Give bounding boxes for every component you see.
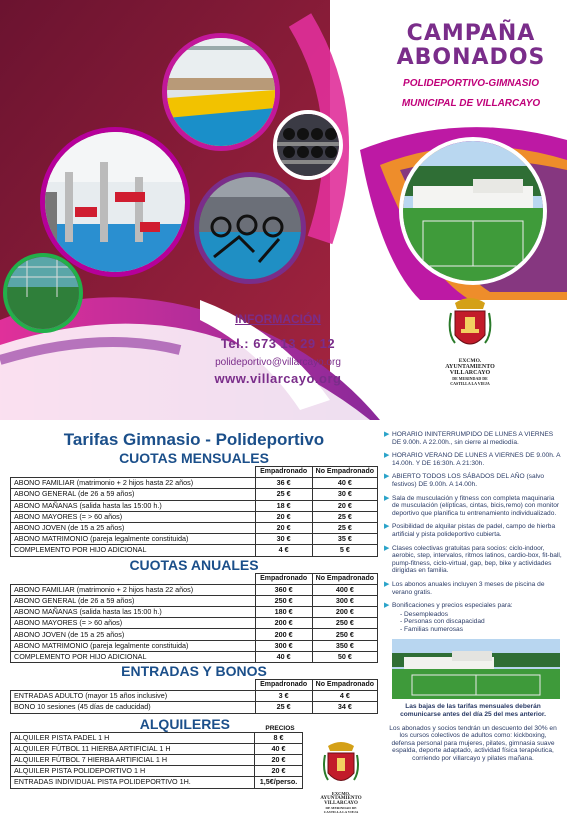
row-label: ABONO MAYORES (= > 60 años) — [11, 511, 256, 522]
arrow-icon: ▶ — [384, 494, 390, 502]
rental-price: 8 € — [255, 732, 303, 743]
feature-item: ▶ HORARIO VERANO DE LUNES A VIERNES DE 9.00h. A 14.00h. Y DE 16:30h. A 21:30h. — [384, 452, 561, 467]
arrow-icon: ▶ — [384, 473, 390, 481]
campaign-title-line2: ABONADOS — [396, 45, 546, 70]
col-no-empadronado: No Empadronado — [312, 573, 377, 584]
table-row — [11, 702, 378, 713]
feature-item: ▶ Bonificaciones y precios especiales para: — [384, 602, 513, 610]
city-crest-logo-bottom — [322, 738, 360, 790]
table-row — [11, 500, 378, 511]
sports-complex-photo — [399, 137, 547, 285]
price-empadronado: 40 € — [255, 651, 312, 662]
col-no-empadronado: No Empadronado — [312, 680, 377, 691]
price-no-empadronado: 400 € — [312, 584, 377, 595]
row-label: ABONO GENERAL (de 26 a 59 años) — [11, 595, 256, 606]
rentals-header — [10, 714, 378, 732]
crest-caption-line5: CASTILLA LA VIEJA — [450, 381, 490, 386]
price-empadronado: 25 € — [255, 489, 312, 500]
row-label: ABONO JOVEN (de 15 a 25 años) — [11, 629, 256, 640]
rentals-title: ALQUILERES — [139, 715, 230, 732]
price-empadronado: 20 € — [255, 511, 312, 522]
col-empadronado: Empadronado — [255, 467, 312, 478]
table-row — [11, 743, 303, 754]
table-row — [11, 651, 378, 662]
price-no-empadronado: 250 € — [312, 618, 377, 629]
price-empadronado: 25 € — [255, 702, 312, 713]
price-no-empadronado: 300 € — [312, 595, 377, 606]
row-label: ABONO MATRIMONIO (pareja legalmente constituida) — [11, 640, 256, 651]
row-label: COMPLEMENTO POR HIJO ADICIONAL — [11, 545, 256, 556]
cancellation-note: Las bajas de las tarifas mensuales deberán comunicarse antes del día 25 del mes anterior. — [400, 703, 546, 719]
weights-photo — [273, 110, 343, 180]
crest-caption-line4: DE MERINDAD DE — [325, 806, 357, 810]
row-label: ABONO MAÑANAS (salida hasta las 15:00 h.) — [11, 607, 256, 618]
feature-item: ▶ HORARIO ININTERRUMPIDO DE LUNES A VIERNES DE 9.00h. A 22.00h., sin cierre al mediodía. — [384, 431, 554, 446]
table-row — [11, 640, 378, 651]
rental-price: 40 € — [255, 743, 303, 754]
price-empadronado: 4 € — [255, 545, 312, 556]
row-label: ABONO GENERAL (de 26 a 59 años) — [11, 489, 256, 500]
gym-hall-photo — [162, 33, 280, 151]
row-label: ENTRADAS INDIVIDUAL PISTA POLIDEPORTIVO 1H. — [11, 777, 255, 788]
campaign-subtitle-line2: MUNICIPAL DE VILLARCAYO — [401, 98, 541, 109]
website-link[interactable]: www.villarcayo.org — [214, 371, 342, 386]
price-empadronado: 300 € — [255, 640, 312, 651]
entries-title: ENTRADAS Y BONOS — [121, 663, 267, 679]
rates-section — [10, 430, 378, 789]
row-label: ABONO FAMILIAR (matrimonio + 2 hijos hasta 22 años) — [11, 478, 256, 489]
table-row — [11, 595, 378, 606]
crest-caption-line2: AYUNTAMIENTO — [320, 796, 362, 801]
price-no-empadronado: 50 € — [312, 651, 377, 662]
spinning-photo — [194, 172, 306, 284]
table-row — [11, 511, 378, 522]
prices-label: PRECIOS — [265, 724, 295, 732]
row-label: ABONO MATRIMONIO (pareja legalmente constituida) — [11, 534, 256, 545]
table-row — [11, 732, 303, 743]
table-row — [11, 777, 303, 788]
crest-caption-top — [430, 358, 510, 386]
table-header-row — [11, 680, 378, 691]
features-column — [384, 431, 562, 763]
price-no-empadronado: 40 € — [312, 478, 377, 489]
price-empadronado: 180 € — [255, 607, 312, 618]
list-item: - Familias numerosas — [400, 625, 464, 633]
col-no-empadronado: No Empadronado — [312, 467, 377, 478]
feature-item: ▶ Clases colectivas gratuitas para socios: ciclo-indoor, aerobic, step, intervalos, ritmos latinos, cardio-box, fit-ball, pump-fitness, ciclo-virtual, gap, bep, bike y actividades dirigidas en familia. — [384, 544, 562, 575]
table-row — [11, 584, 378, 595]
price-no-empadronado: 350 € — [312, 640, 377, 651]
row-label: ALQUILER FÚTBOL 11 HIERBA ARTIFICIAL 1 H — [11, 743, 255, 754]
email-link[interactable]: polideportivo@villarcayo.org — [215, 357, 341, 368]
feature-item: ▶ ABIERTO TODOS LOS SÁBADOS DEL AÑO (salvo festivos) DE 9.00h. A 14.00h. — [384, 473, 545, 488]
list-item: - Personas con discapacidad — [400, 618, 485, 626]
row-label: ABONO FAMILIAR (matrimonio + 2 hijos hasta 22 años) — [11, 584, 256, 595]
rates-title: Tarifas Gimnasio - Polideportivo — [63, 430, 325, 449]
campaign-title-line1: CAMPAÑA — [406, 21, 536, 46]
table-header-row — [11, 467, 378, 478]
feature-item: ▶ Posibilidad de alquilar pistas de padel, campo de hierba artificial y pista polideportivo cubierta. — [384, 523, 556, 538]
crest-caption-line5: CASTILLA LA VIEJA — [323, 810, 359, 814]
table-row — [11, 629, 378, 640]
col-empadronado: Empadronado — [255, 680, 312, 691]
table-row — [11, 534, 378, 545]
annual-fees-title: CUOTAS ANUALES — [129, 556, 259, 573]
price-no-empadronado: 250 € — [312, 629, 377, 640]
crest-icon — [322, 738, 360, 790]
row-label: BONO 10 sesiones (45 días de caducidad) — [11, 702, 256, 713]
col-empadronado: Empadronado — [255, 573, 312, 584]
entries-table — [10, 679, 378, 714]
crest-icon — [447, 293, 493, 355]
info-heading: INFORMACIÓN — [235, 312, 321, 326]
discount-note: Los abonados y socios tendrán un descuento del 30% en los cursos colectivos de adultos como: kickboxing, defensa personal para mujeres, pilates, gimnasia suave espalda, deporte adaptado, actividad física terapéutica, corriendo por villarcayo y pilates mañana. — [389, 724, 557, 763]
rental-price: 1,5€/perso. — [255, 777, 303, 788]
discount-groups-list — [400, 611, 562, 634]
row-label: ABONO JOVEN (de 15 a 25 años) — [11, 522, 256, 533]
arrow-icon: ▶ — [384, 580, 390, 588]
arrow-icon: ▶ — [384, 431, 390, 438]
arrow-icon: ▶ — [384, 523, 390, 531]
row-label: ALQUILER PISTA POLIDEPORTIVO 1 H — [11, 766, 255, 777]
rental-price: 20 € — [255, 766, 303, 777]
arrow-icon: ▶ — [384, 602, 390, 610]
row-label: ALQUILER PISTA PADEL 1 H — [11, 732, 255, 743]
feature-item: ▶ Sala de musculación y fitness con completa maquinaria de musculación (elípticas, cintas, bicis,remo) con monitor deportivo que planifica tu entrenamiento individualizado. — [384, 494, 560, 517]
price-empadronado: 360 € — [255, 584, 312, 595]
crest-caption-line1: EXCMO. — [331, 791, 351, 796]
monthly-fees-title: CUOTAS MENSUALES — [119, 450, 269, 466]
crest-caption-line1: EXCMO. — [458, 358, 482, 364]
monthly-fees-table — [10, 466, 378, 557]
row-label: COMPLEMENTO POR HIJO ADICIONAL — [11, 651, 256, 662]
table-row — [11, 754, 303, 765]
price-empadronado: 20 € — [255, 522, 312, 533]
price-empadronado: 200 € — [255, 629, 312, 640]
machines-photo — [40, 127, 190, 277]
contact-info — [198, 312, 358, 386]
price-no-empadronado: 4 € — [312, 691, 377, 702]
arrow-icon: ▶ — [384, 544, 390, 552]
price-no-empadronado: 34 € — [312, 702, 377, 713]
price-empadronado: 18 € — [255, 500, 312, 511]
table-row — [11, 489, 378, 500]
table-header-row — [11, 573, 378, 584]
price-empadronado: 3 € — [255, 691, 312, 702]
rentals-table — [10, 732, 303, 789]
table-row — [11, 522, 378, 533]
table-row — [11, 607, 378, 618]
row-label: ABONO MAÑANAS (salida hasta las 15:00 h.) — [11, 500, 256, 511]
annual-fees-table — [10, 573, 378, 664]
row-label: ALQUILER FÚTBOL 7 HIERBA ARTIFICIAL 1 H — [11, 754, 255, 765]
price-no-empadronado: 5 € — [312, 545, 377, 556]
city-crest-logo — [447, 293, 493, 355]
price-no-empadronado: 200 € — [312, 607, 377, 618]
arrow-icon: ▶ — [384, 452, 390, 460]
table-row — [11, 545, 378, 556]
campaign-title-block — [378, 22, 564, 110]
crest-caption-line3: VILLARCAYO — [449, 370, 491, 376]
price-empadronado: 250 € — [255, 595, 312, 606]
phone-number[interactable]: Tel.: 673 13 29 12 — [220, 336, 336, 351]
price-no-empadronado: 35 € — [312, 534, 377, 545]
sports-field-photo — [392, 639, 560, 699]
price-empadronado: 30 € — [255, 534, 312, 545]
price-no-empadronado: 20 € — [312, 500, 377, 511]
campaign-subtitle-line1: POLIDEPORTIVO-GIMNASIO — [403, 78, 539, 89]
padel-court-photo — [3, 253, 83, 333]
crest-caption-line3: VILLARCAYO — [324, 801, 358, 806]
crest-caption-bottom — [306, 791, 376, 814]
price-empadronado: 200 € — [255, 618, 312, 629]
crest-caption-line4: DE MERINDAD DE — [452, 376, 488, 381]
table-row — [11, 691, 378, 702]
row-label: ABONO MAYORES (= > 60 años) — [11, 618, 256, 629]
list-item: - Desempleados — [400, 610, 449, 618]
table-row — [11, 478, 378, 489]
price-no-empadronado: 25 € — [312, 511, 377, 522]
feature-item: ▶ Los abonos anuales incluyen 3 meses de piscina de verano gratis. — [384, 580, 545, 596]
price-no-empadronado: 30 € — [312, 489, 377, 500]
rental-price: 20 € — [255, 754, 303, 765]
crest-caption-line2: AYUNTAMIENTO — [445, 364, 495, 370]
price-no-empadronado: 25 € — [312, 522, 377, 533]
row-label: ENTRADAS ADULTO (mayor 15 años inclusive) — [11, 691, 256, 702]
table-row — [11, 618, 378, 629]
table-row — [11, 766, 303, 777]
price-empadronado: 36 € — [255, 478, 312, 489]
